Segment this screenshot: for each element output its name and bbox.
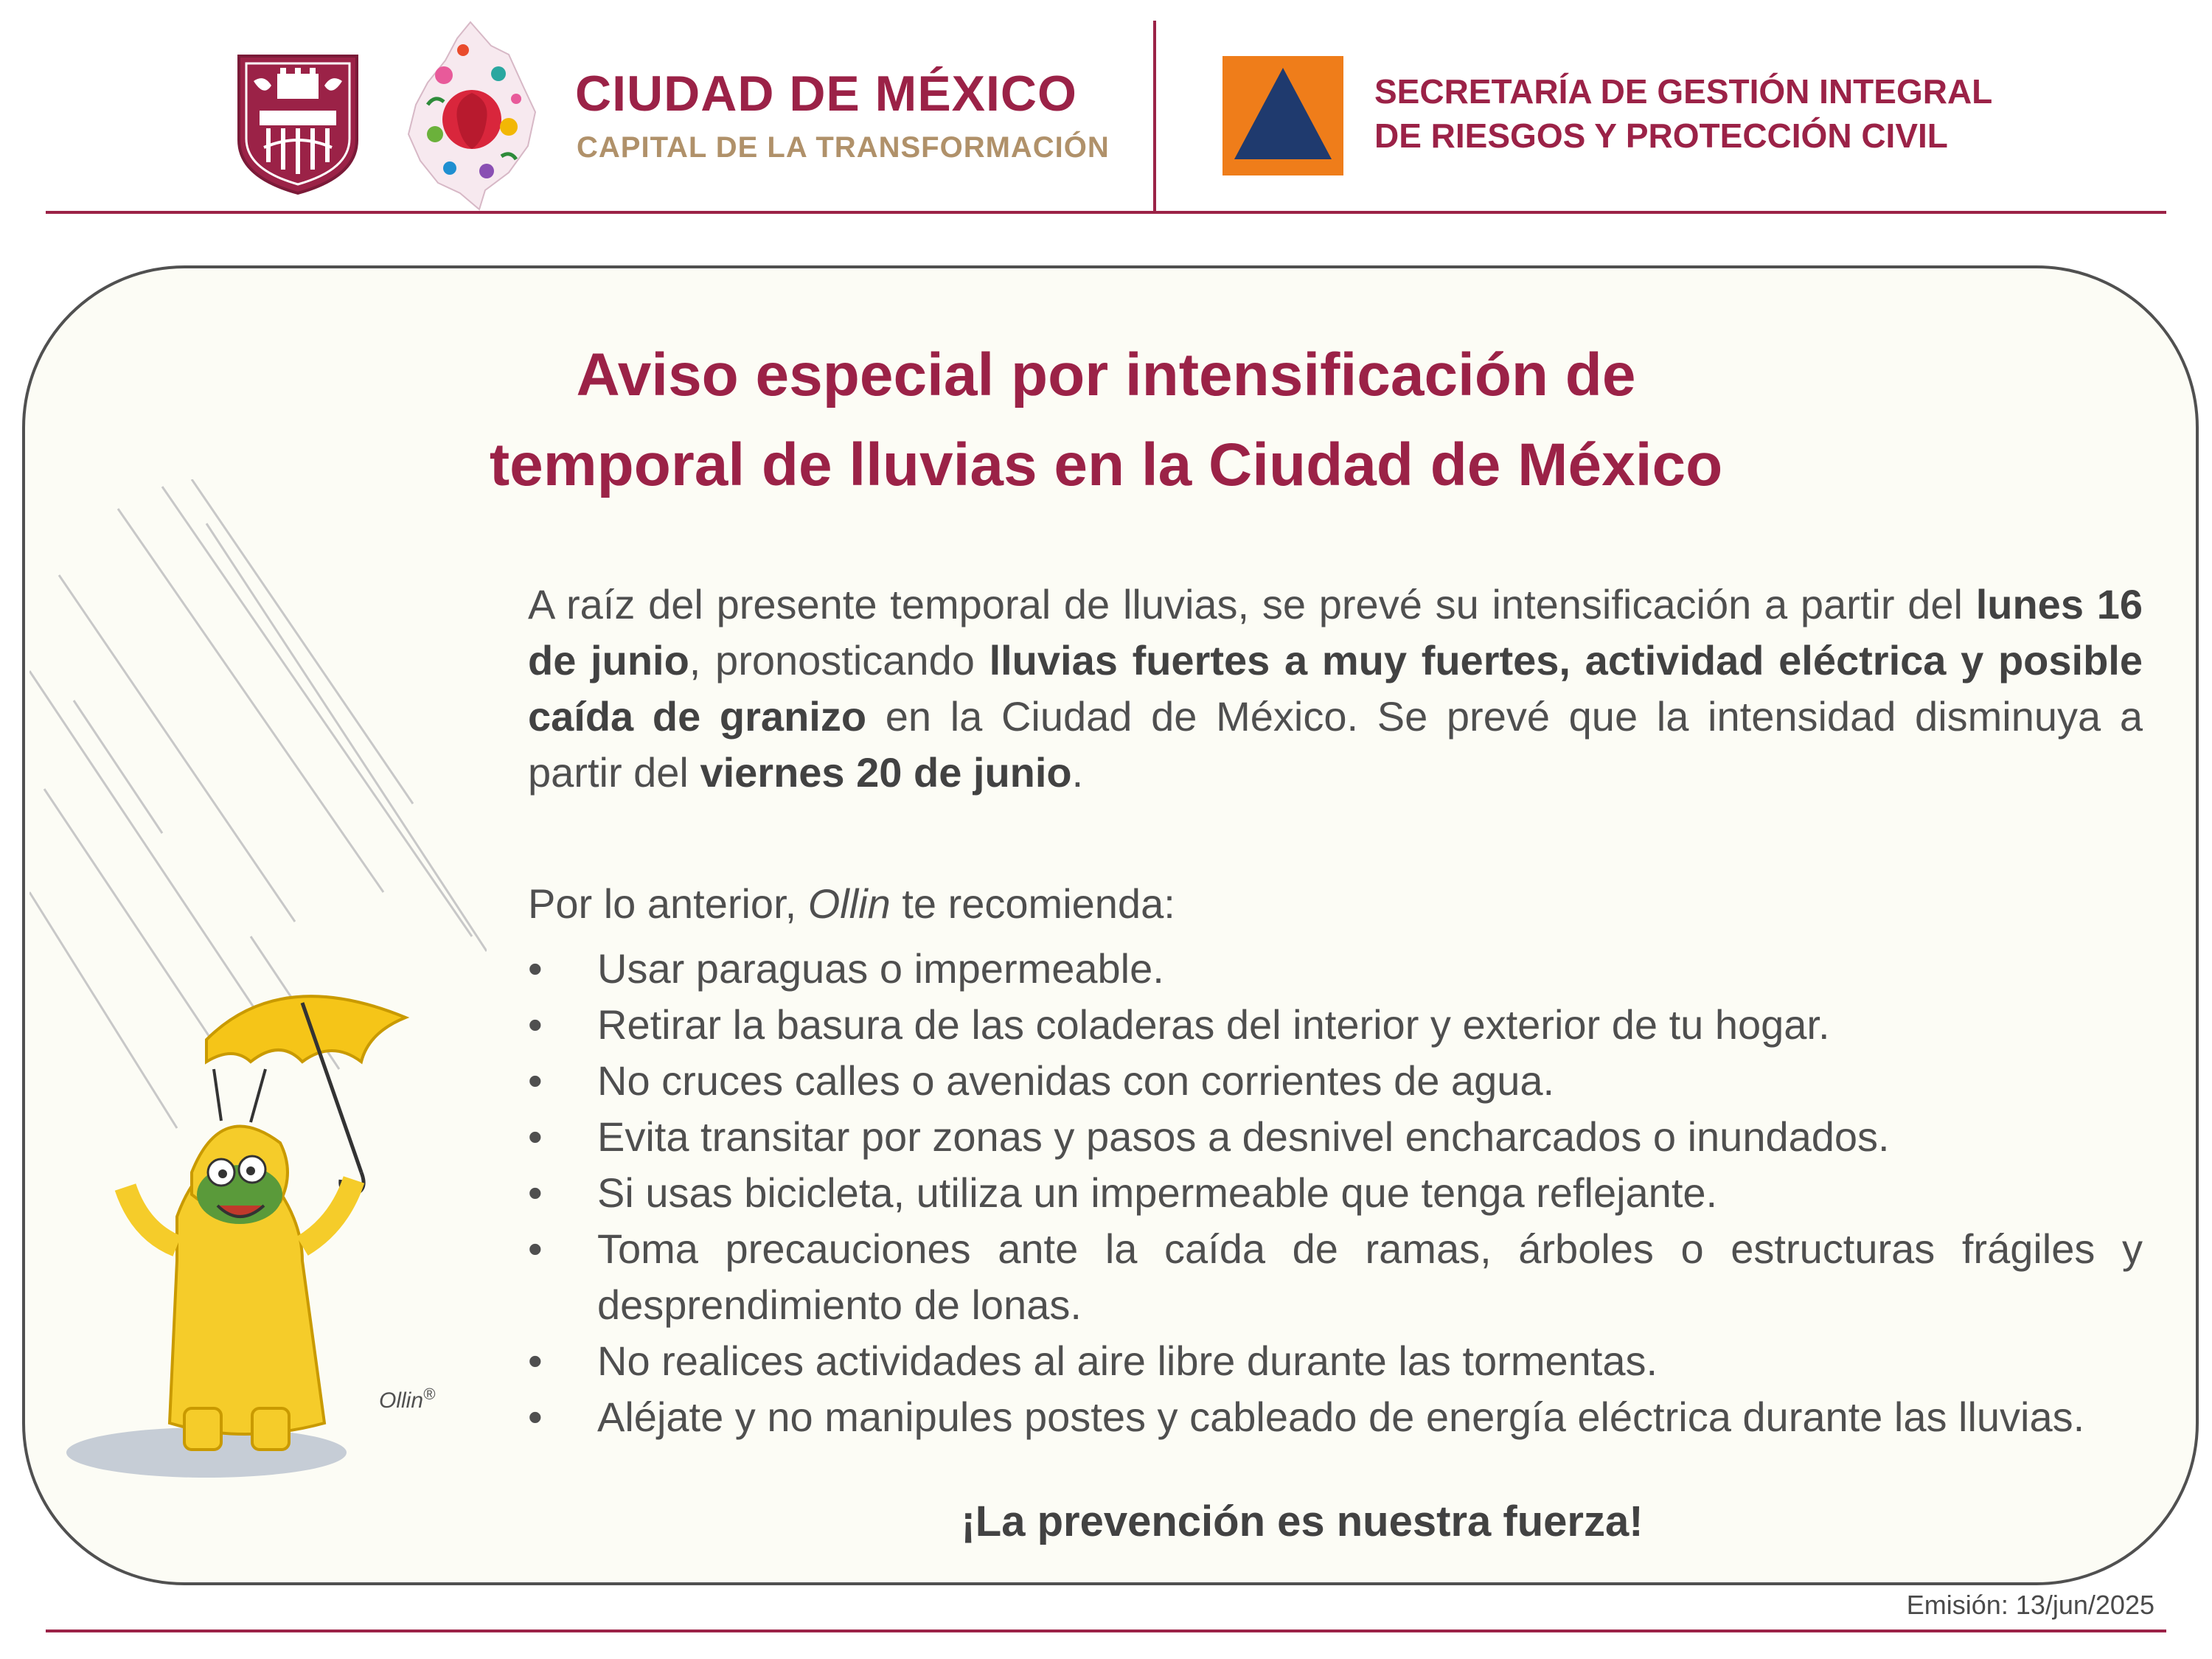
forecast-paragraph — [528, 577, 2143, 801]
list-item-text: Evita transitar por zonas y pasos a desnivel encharcados o inundados. — [597, 1113, 1890, 1160]
list-item — [528, 1165, 2143, 1221]
list-item-text: Aléjate y no manipules postes y cableado de energía eléctrica durante las lluvias. — [597, 1394, 2085, 1440]
bullet-icon: • — [528, 1113, 543, 1160]
header-divider — [1153, 21, 1156, 211]
bullet-icon: • — [528, 1338, 543, 1384]
header-rule — [46, 211, 2166, 214]
notice-title-line-2: temporal de lluvias en la Ciudad de México — [489, 431, 1723, 498]
bullet-icon: • — [528, 1001, 543, 1048]
agency-name — [1374, 69, 1992, 158]
bullet-icon: • — [528, 1394, 543, 1440]
proteccion-civil-triangle-logo — [1222, 56, 1343, 175]
list-item — [528, 997, 2143, 1053]
bullet-icon: • — [528, 1169, 543, 1216]
list-item — [528, 1221, 2143, 1333]
list-item — [528, 941, 2143, 997]
end-date: viernes 20 de junio — [700, 749, 1072, 796]
recommendations-intro — [528, 876, 2143, 932]
ollin-caption — [379, 1385, 435, 1413]
list-item-text: Toma precauciones ante la caída de ramas, árboles o estructuras frágiles y desprendimiento de lonas. — [597, 1225, 2143, 1328]
brand-title: CIUDAD DE MÉXICO — [575, 66, 1077, 122]
ollin-name: Ollin — [379, 1388, 424, 1413]
list-item — [528, 1109, 2143, 1165]
list-item-text: No cruces calles o avenidas con corrientes de agua. — [597, 1057, 1555, 1104]
list-item — [528, 1333, 2143, 1389]
slogan: ¡La prevención es nuestra fuerza! — [961, 1498, 1644, 1545]
list-item — [528, 1053, 2143, 1109]
cdmx-floral-map-logo — [398, 16, 546, 214]
bullet-icon: • — [528, 945, 543, 992]
emission-date: Emisión: 13/jun/2025 — [1906, 1590, 2154, 1620]
forecast-highlight: lluvias fuertes a muy fuertes, actividad eléctrica y posible caída de granizo — [528, 637, 2143, 740]
footer-rule — [46, 1630, 2166, 1632]
intro-suffix: te recomienda: — [890, 880, 1175, 927]
paragraph-text-3: en la Ciudad de México. Se prevé que la intensidad disminuya a partir del — [528, 693, 2143, 796]
paragraph-text-2: , pronosticando — [689, 637, 990, 684]
list-item-text: Retirar la basura de las coladeras del interior y exterior de tu hogar. — [597, 1001, 1830, 1048]
paragraph-text-1: A raíz del presente temporal de lluvias, se prevé su intensificación a partir del — [528, 581, 1976, 627]
agency-line-1: SECRETARÍA DE GESTIÓN INTEGRAL — [1374, 72, 1993, 111]
intro-mascot-name: Ollin — [807, 880, 891, 927]
paragraph-text-4: . — [1071, 749, 1084, 796]
intro-prefix: Por lo anterior, — [528, 880, 808, 927]
start-date: lunes 16 de junio — [528, 581, 2143, 684]
list-item-text: Si usas bicicleta, utiliza un impermeable que tenga reflejante. — [597, 1169, 1718, 1216]
bullet-icon: • — [528, 1225, 543, 1272]
recommendations-list — [528, 941, 2143, 1445]
list-item-text: Usar paraguas o impermeable. — [597, 945, 1164, 992]
bullet-icon: • — [528, 1057, 543, 1104]
registered-mark: ® — [423, 1385, 436, 1403]
brand-subtitle: CAPITAL DE LA TRANSFORMACIÓN — [577, 131, 1110, 164]
agency-line-2: DE RIESGOS Y PROTECCIÓN CIVIL — [1374, 116, 1948, 155]
notice-title-line-1: Aviso especial por intensificación de — [576, 341, 1636, 408]
cdmx-shield-logo — [234, 52, 361, 196]
list-item-text: No realices actividades al aire libre durante las tormentas. — [597, 1338, 1658, 1384]
list-item — [528, 1389, 2143, 1445]
